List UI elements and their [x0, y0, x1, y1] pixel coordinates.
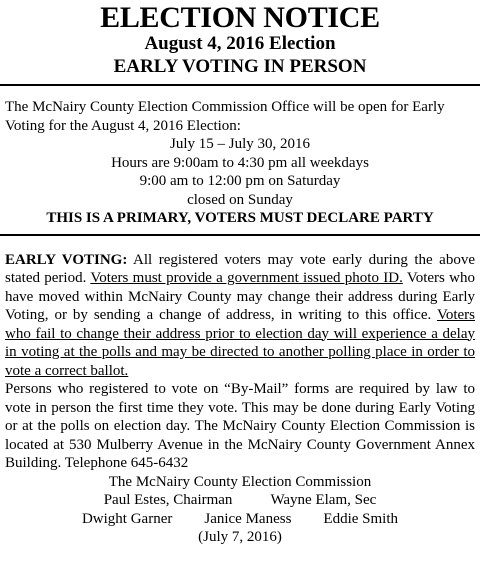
- secretary-name: Wayne Elam, Sec: [270, 492, 377, 508]
- early-voting-heading: EARLY VOTING IN PERSON: [113, 56, 367, 77]
- address-change-warning: Voters who fail to change their address prior to election day will experience a delay in voting at the polls and may be directed to another polling place in order to vote a correct ballot.: [5, 307, 475, 379]
- members-spacer-1: [172, 510, 204, 529]
- notice-title: ELECTION NOTICE: [100, 1, 380, 34]
- officers-spacer: [232, 491, 270, 510]
- member-maness: Janice Maness: [204, 510, 292, 527]
- election-date-heading: August 4, 2016 Election: [144, 33, 336, 54]
- weekday-hours: Hours are 9:00am to 4:30 pm all weekdays: [111, 154, 369, 171]
- intro-section: [5, 86, 475, 228]
- early-voting-text-1: All registered voters may vote early during the above stated period.: [5, 251, 475, 286]
- members-row: [5, 510, 475, 529]
- early-voting-text-2: Voters who have moved within McNairy County may change their address during Early Voting, or by sending a change of address, in writing to this office.: [5, 270, 475, 323]
- notice-date: (July 7, 2016): [198, 529, 282, 545]
- voting-dates: July 15 – July 30, 2016: [169, 136, 310, 152]
- photo-id-requirement: Voters must provide a government issued photo ID.: [90, 270, 403, 286]
- early-voting-paragraph: [5, 251, 475, 381]
- sunday-hours: closed on Sunday: [187, 191, 293, 208]
- by-mail-paragraph: Persons who registered to vote on “By-Mail” forms are required by law to vote in person the first time they vote. This may be done during Early Voting or at the polls on election day. The McNairy County Election Commission is located at 530 Mulberry Avenue in the McNairy County Government Annex Building. Telephone 645-6432: [5, 381, 475, 471]
- members-spacer-2: [291, 510, 323, 529]
- chairman-name: Paul Estes, Chairman: [103, 492, 233, 508]
- member-smith: Eddie Smith: [323, 510, 399, 527]
- member-garner: Dwight Garner: [81, 510, 173, 527]
- commission-name: The McNairy County Election Commission: [108, 473, 372, 490]
- early-voting-lead: EARLY VOTING:: [5, 251, 128, 268]
- saturday-hours: 9:00 am to 12:00 pm on Saturday: [139, 173, 341, 189]
- primary-notice: THIS IS A PRIMARY, VOTERS MUST DECLARE PARTY: [46, 210, 434, 226]
- intro-text: The McNairy County Election Commission Office will be open for Early Voting for the August 4, 2016 Election:: [5, 99, 445, 134]
- officers-row: [5, 491, 475, 510]
- early-voting-section: [5, 236, 475, 547]
